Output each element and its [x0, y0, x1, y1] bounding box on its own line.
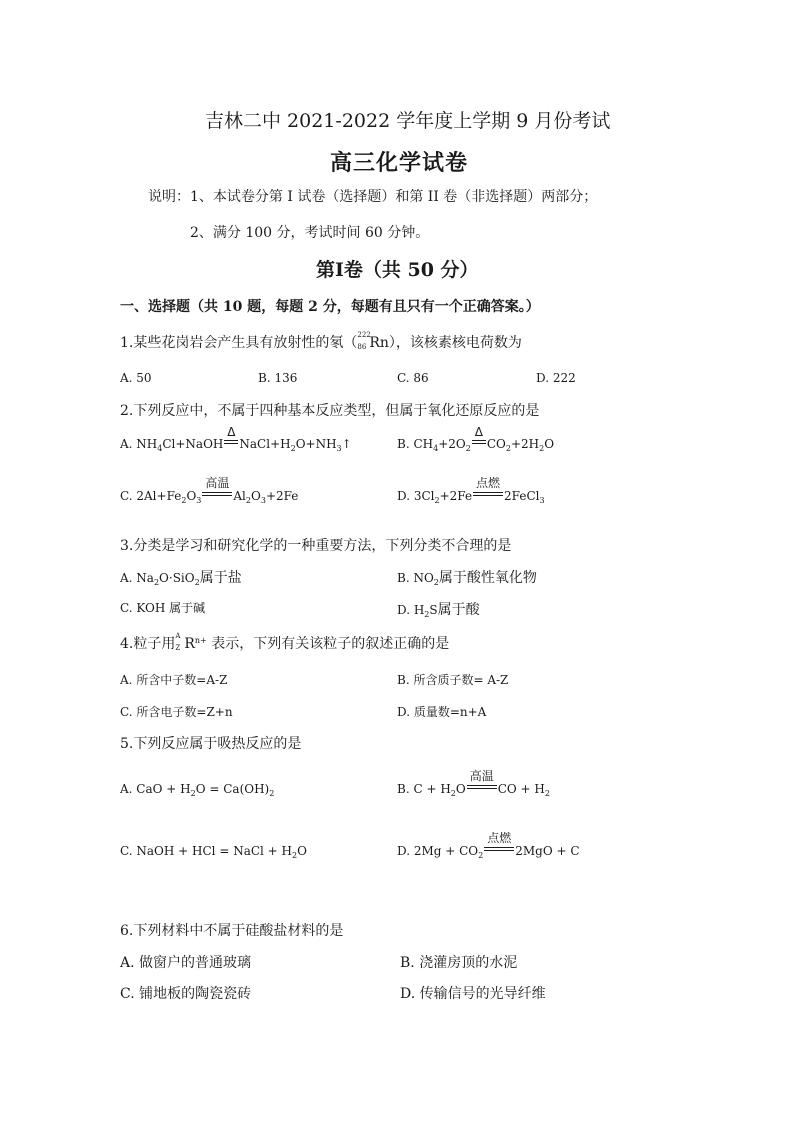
- question-2-stem: 2.下列反应中，不属于四种基本反应类型，但属于氧化还原反应的是: [120, 403, 540, 419]
- question-5-option-a: A. CaO + $H_2O = Ca(OH)_2$: [120, 782, 275, 798]
- nuclide-notation: 222 86: [357, 331, 371, 351]
- particle-notation: A Z: [175, 632, 181, 652]
- question-1-option-c: C. 86: [397, 371, 429, 385]
- exam-title: 吉林二中 2021-2022 学年度上学期 9 月份考试: [205, 110, 611, 132]
- question-4-option-b: B. 所含质子数= A-Z: [397, 673, 509, 687]
- instructions-line-2: 2、满分 100 分，考试时间 60 分钟。: [190, 225, 430, 241]
- question-4-option-d: D. 质量数=n+A: [397, 705, 487, 719]
- question-1-option-b: B. 136: [258, 371, 298, 385]
- question-5-option-c: C. NaOH + HCl = NaCl + $H_2O$: [120, 844, 307, 860]
- question-6-option-d: D. 传输信号的光导纤维: [400, 986, 546, 1002]
- question-6-option-c: C. 铺地板的陶瓷瓷砖: [120, 986, 252, 1002]
- part-one-title: 第Ⅰ卷（共 50 分）: [316, 259, 479, 281]
- question-4-option-c: C. 所含电子数=Z+n: [120, 705, 233, 719]
- question-6-option-a: A. 做窗户的普通玻璃: [120, 955, 252, 971]
- instructions-line-1: 说明：1、本试卷分第 I 试卷（选择题）和第 II 卷（非选择题）两部分；: [148, 189, 598, 205]
- question-5-option-d: D. $2Mg + CO_2$ 点燃 2MgO + C: [397, 831, 580, 860]
- question-2-option-b: B. $CH_4+2O_2$ Δ $CO_2+2H_2O$: [397, 425, 555, 453]
- question-4-stem: 4.粒子用 A Z $R^{n+}$ 表示，下列有关该粒子的叙述正确的是: [120, 632, 450, 652]
- question-6-option-b: B. 浇灌房顶的水泥: [400, 955, 518, 971]
- question-1-option-d: D. 222: [536, 371, 576, 385]
- question-3-option-b: B. $NO_2$属于酸性氧化物: [397, 570, 537, 587]
- question-2-option-c: C. $2Al+Fe_2O_3$ 高温 $Al_2O_3+2Fe$: [120, 476, 299, 505]
- question-4-option-a: A. 所含中子数=A-Z: [120, 673, 228, 687]
- question-1-option-a: A. 50: [120, 371, 152, 385]
- question-3-option-a: A. $Na_2O\cdot SiO_2$属于盐: [120, 570, 242, 587]
- question-3-stem: 3.分类是学习和研究化学的一种重要方法，下列分类不合理的是: [120, 538, 512, 554]
- exam-subtitle: 高三化学试卷: [330, 150, 469, 176]
- question-3-option-c: C. KOH 属于碱: [120, 601, 206, 615]
- question-5-option-b: B. $C + H_2O$ 高温 CO + $H_2$: [397, 769, 550, 798]
- question-3-option-d: D. $H_2S$属于酸: [397, 602, 480, 619]
- question-6-stem: 6.下列材料中不属于硅酸盐材料的是: [120, 923, 344, 939]
- question-5-stem: 5.下列反应属于吸热反应的是: [120, 736, 302, 752]
- question-1-stem: 1.某些花岗岩会产生具有放射性的氡（ 222 86 Rn），该核素核电荷数为: [120, 331, 522, 351]
- question-2-option-a: A. $NH_4Cl+NaOH$ Δ $NaCl+H_2O+NH_3↑$: [120, 425, 352, 453]
- choice-section-heading: 一、选择题（共 10 题，每题 2 分，每题有且只有一个正确答案。）: [120, 299, 540, 315]
- question-2-option-d: D. $3Cl_2+2Fe$ 点燃 2FeCl$_3$: [397, 476, 545, 505]
